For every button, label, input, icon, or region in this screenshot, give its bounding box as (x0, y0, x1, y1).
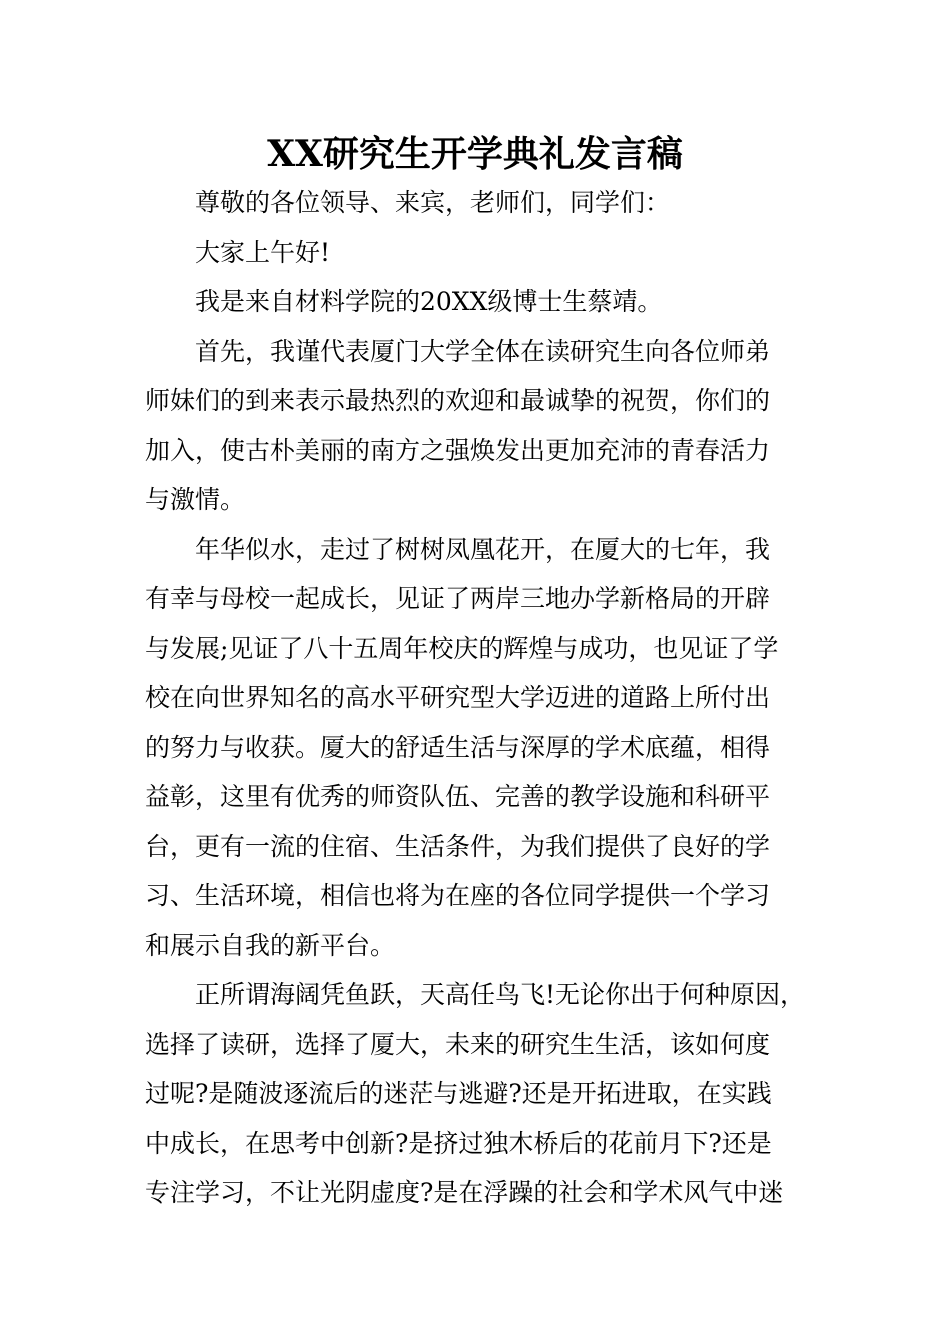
paragraph-line: 首先，我谨代表厦门大学全体在读研究生向各位师弟 (195, 336, 771, 366)
paragraph-line: 有幸与母校一起成长，见证了两岸三地办学新格局的开辟 (145, 584, 771, 613)
paragraph-line: 的努力与收获。厦大的舒适生活与深厚的学术底蕴，相得 (145, 732, 771, 762)
paragraph-line: 与发展;见证了八十五周年校庆的辉煌与成功，也见证了学 (145, 633, 779, 663)
paragraph-line: 益彰，这里有优秀的师资队伍、完善的教学设施和科研平 (145, 782, 771, 811)
paragraph-line: 大家上午好! (195, 237, 331, 267)
paragraph-line: 专注学习，不让光阴虚度?是在浮躁的社会和学术风气中迷 (145, 1178, 784, 1207)
document-body (145, 178, 835, 1218)
paragraph-line: 年华似水，走过了树树凤凰花开，在厦大的七年，我 (195, 534, 771, 564)
paragraph-line: 尊敬的各位领导、来宾，老师们，同学们： (195, 188, 671, 217)
paragraph-line: 正所谓海阔凭鱼跃，天高任鸟飞!无论你出于何种原因， (195, 980, 806, 1009)
paragraph-line: 我是来自材料学院的20XX级博士生蔡靖。 (195, 287, 663, 316)
paragraph-line: 选择了读研，选择了厦大，未来的研究生生活，该如何度 (145, 1029, 771, 1059)
paragraph-line: 校在向世界知名的高水平研究型大学迈进的道路上所付出 (145, 683, 771, 712)
paragraph-line: 习、生活环境，相信也将为在座的各位同学提供一个学习 (145, 881, 771, 910)
paragraph-line: 过呢?是随波逐流后的迷茫与逃避?还是开拓进取，在实践 (145, 1079, 772, 1108)
paragraph-line: 和展示自我的新平台。 (145, 930, 396, 960)
paragraph-line: 中成长，在思考中创新?是挤过独木桥后的花前月下?还是 (145, 1128, 772, 1158)
paragraph-line: 与激情。 (145, 485, 246, 514)
paragraph-line: 加入，使古朴美丽的南方之强焕发出更加充沛的青春活力 (145, 435, 771, 465)
paragraph-line: 台，更有一流的住宿、生活条件，为我们提供了良好的学 (145, 831, 771, 861)
paragraph-line: 师妹们的到来表示最热烈的欢迎和最诚挚的祝贺，你们的 (145, 386, 771, 415)
document-title: XX研究生开学典礼发言稿 (267, 133, 683, 175)
